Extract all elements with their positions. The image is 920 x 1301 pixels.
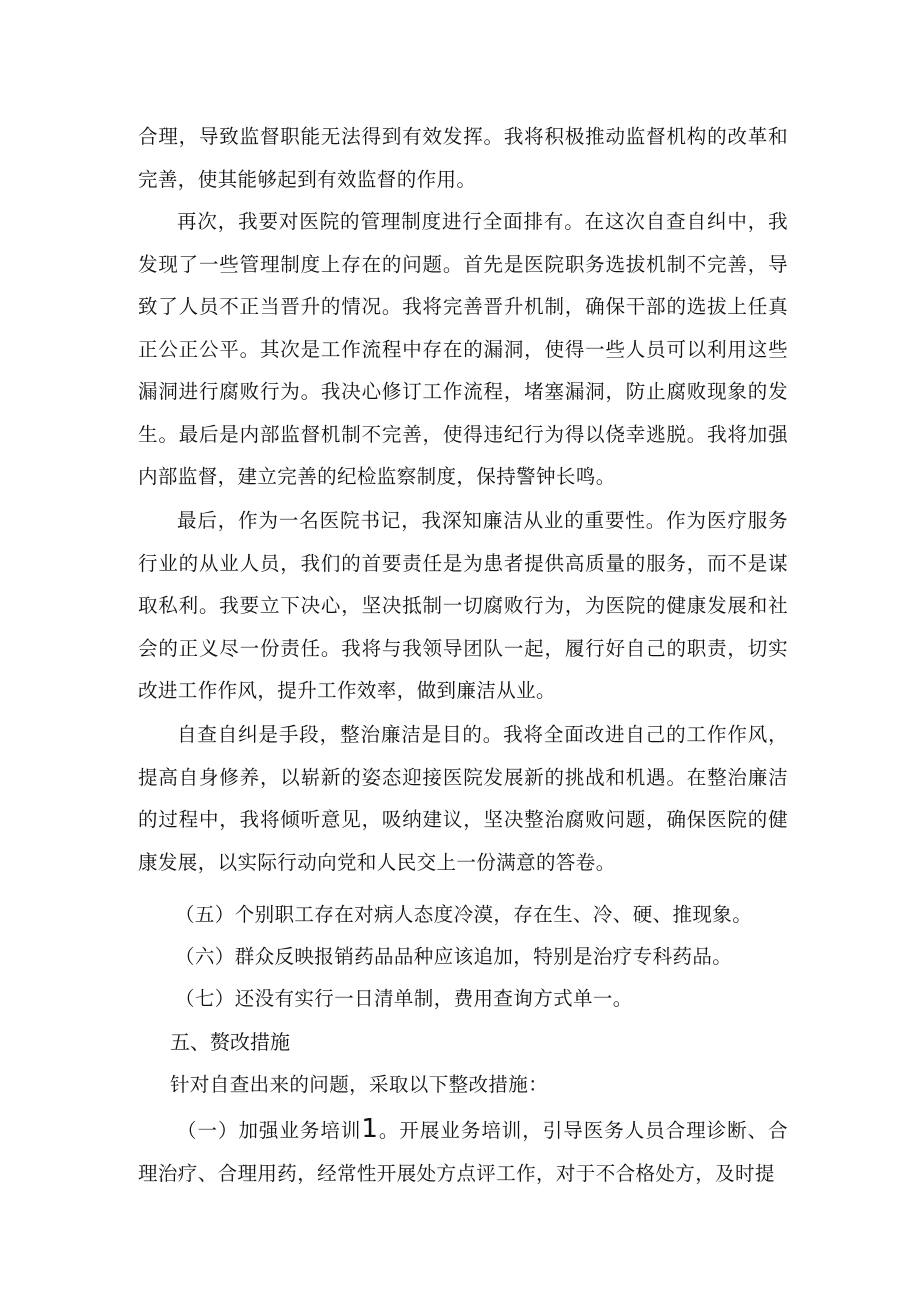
section-heading: 五、赘改措施 xyxy=(170,1030,290,1054)
list-item-six: （六）群众反映报销药品品种应该追加，特别是治疗专科药品。 xyxy=(175,945,733,968)
list-item-five: （五）个别职工存在对病人态度冷漠，存在生、冷、硬、推现象。 xyxy=(175,903,753,926)
paragraph-supervision: 合理，导致监督职能无法得到有效发挥。我将积极推动监督机构的改革和完善，使其能够起到有效监督的作用。 xyxy=(138,125,788,191)
list-item-seven: （七）还没有实行一日清单制，费用查询方式单一。 xyxy=(175,987,633,1010)
measure-one-text: 。开展业务培训，引导医务人员合理诊断、合理治疗、合理用药，经常性开展处方点评工作，对于不合格处方，及时提 xyxy=(138,1119,788,1185)
intro-line: 针对自查出来的问题，采取以下整改措施： xyxy=(170,1073,549,1096)
paragraph-self-inspection: 自查自纠是手段，整治廉洁是目的。我将全面改进自己的工作作风，提高自身修养，以崭新的姿态迎接医院发展新的挑战和机遇。在整治廉洁的过程中，我将倾听意见，吸纳建议，坚决整治腐败问题，确保医院的健康发展，以实际行动向党和人民交上一份满意的答卷。 xyxy=(138,723,788,874)
paragraph-integrity: 最后，作为一名医院书记，我深知廉洁从业的重要性。作为医疗服务行业的从业人员，我们的首要责任是为患者提供高质量的服务，而不是谋取私利。我要立下决心，坚决抵制一切腐败行为，为医院的健康发展和社会的正义尽一份责任。我将与我领导团队一起，履行好自己的职责，切实改进工作作风，提升工作效率，做到廉洁从业。 xyxy=(138,509,788,702)
measure-one-number: 1 xyxy=(361,1114,379,1144)
measure-one-prefix: （一）加强业务培训 xyxy=(177,1119,362,1142)
measure-one-paragraph xyxy=(138,1108,788,1195)
paragraph-management-system: 再次，我要对医院的管理制度进行全面排有。在这次自查自纠中，我发现了一些管理制度上存在的问题。首先是医院职务选拔机制不完善，导致了人员不正当晋升的情况。我将完善晋升机制，确保干部的选拔上任真正公正公平。其次是工作流程中存在的漏洞，使得一些人员可以利用这些漏洞进行腐败行为。我决心修订工作流程，堵塞漏洞，防止腐败现象的发生。最后是内部监督机制不完善，使得违纪行为得以侥幸逃脱。我将加强内部监督，建立完善的纪检监察制度，保持警钟长鸣。 xyxy=(138,210,788,488)
